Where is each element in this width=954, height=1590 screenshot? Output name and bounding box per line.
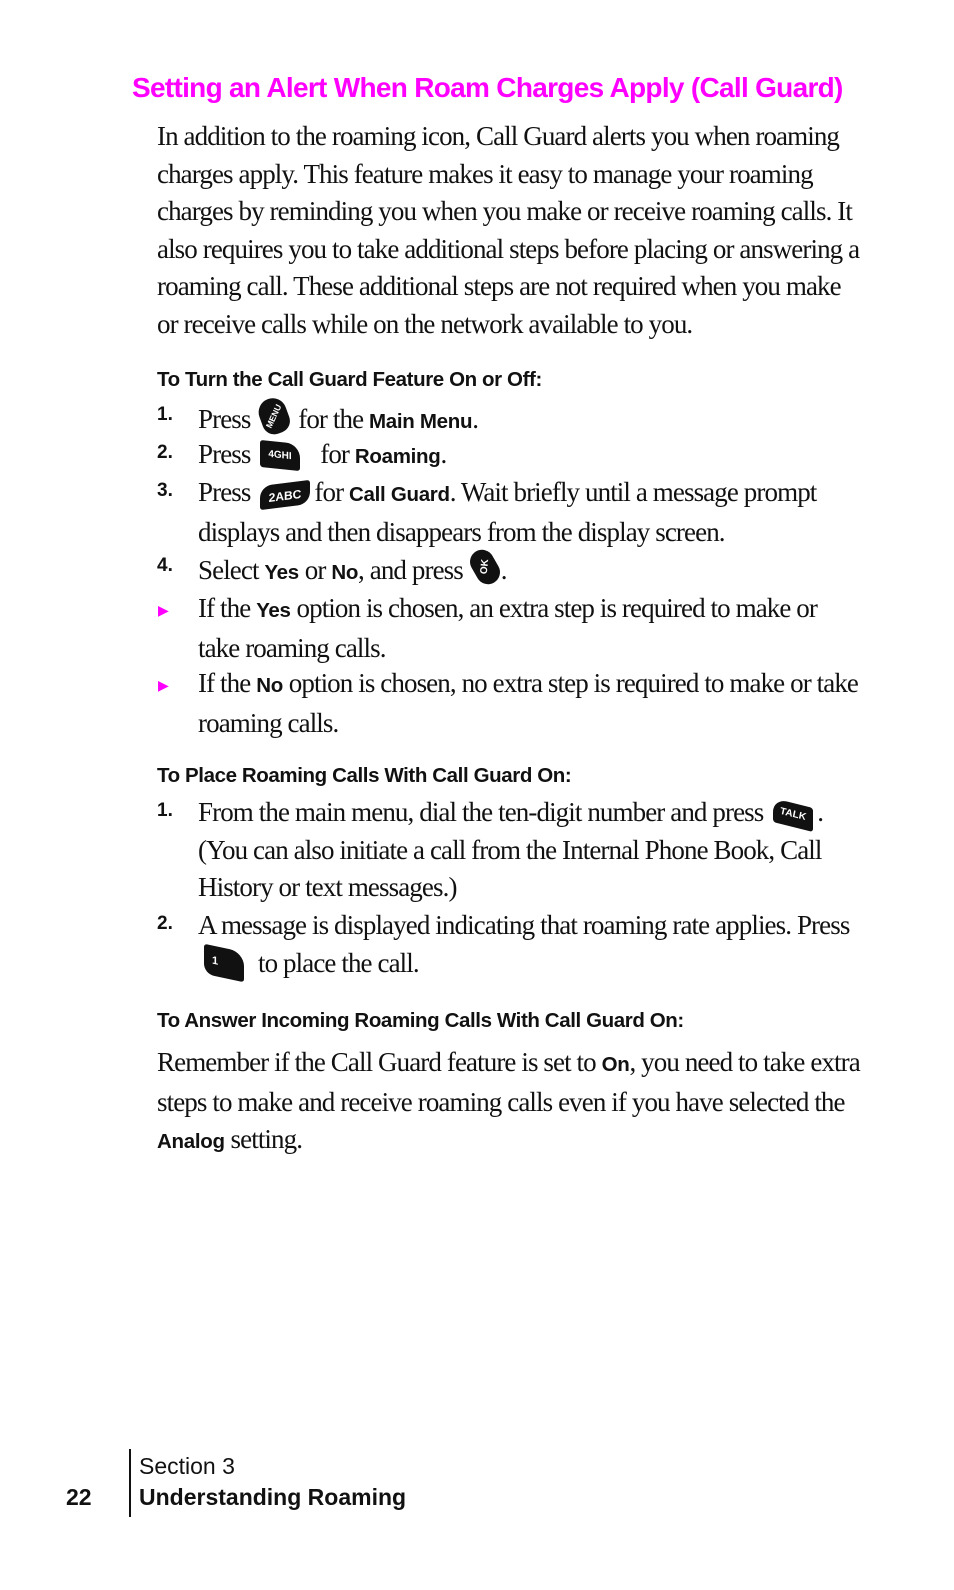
- key-2-icon: 2ABC: [260, 480, 310, 510]
- footer-chapter: Understanding Roaming: [139, 1484, 407, 1510]
- on-setting: On: [601, 1053, 630, 1076]
- bullet-text: option is chosen, no extra step is required to make or take roaming calls.: [198, 668, 859, 738]
- ok-key-icon: OK: [465, 545, 504, 588]
- call-guard-label: Call Guard: [349, 483, 450, 506]
- answer-calls-subheading: To Answer Incoming Roaming Calls With Call Guard On:: [157, 1009, 684, 1032]
- no-option: No: [256, 674, 283, 697]
- key-4-icon: 4GHI: [260, 440, 300, 471]
- footer-divider: [129, 1449, 131, 1517]
- step-text: . (You can also initiate a call from the Internal Phone Book, Call History or text messages.): [198, 797, 824, 903]
- footer-section: Section 3: [139, 1453, 235, 1479]
- step-text: Press: [198, 404, 251, 434]
- step-text: for the: [298, 404, 364, 434]
- place-calls-subheading: To Place Roaming Calls With Call Guard On:: [157, 764, 572, 787]
- step-number: 1.: [157, 800, 173, 821]
- yes-option: Yes: [264, 561, 299, 584]
- key-1-icon: 1: [204, 943, 244, 982]
- triangle-right-icon: ▶: [158, 604, 169, 619]
- no-bullet: ▶ If the No option is chosen, no extra step is required to make or take roaming calls.: [158, 668, 859, 738]
- turn-step-4: 4. Select Yes or No, and press OK .: [157, 549, 862, 592]
- step-text: A message is displayed indicating that roaming rate applies. Press: [198, 910, 850, 940]
- place-step-1: [157, 794, 862, 907]
- place-step-2: [157, 907, 862, 982]
- turn-step-1: 1. Press MENU for the Main Menu.: [157, 398, 862, 441]
- step-text: Press: [198, 439, 251, 469]
- step-text: Select: [198, 555, 259, 585]
- intro-paragraph: In addition to the roaming icon, Call Guard alerts you when roaming charges apply. This feature makes it easy to manage your roaming charges by reminding you when you make or receive roaming calls. It also requires you to take additional steps before placing or answering a roaming call. These additional steps are not required when you make or receive calls while on the network available to you.: [157, 121, 860, 339]
- step-number: 2.: [157, 442, 173, 463]
- talk-key-icon: TALK: [773, 798, 813, 832]
- roaming-label: Roaming: [354, 445, 441, 468]
- turn-step-2: 2. Press 4GHI for Roaming.: [157, 436, 862, 476]
- main-menu-label: Main Menu: [369, 410, 473, 433]
- menu-key-icon: MENU: [255, 394, 294, 437]
- section-heading: Setting an Alert When Roam Charges Apply (Call Guard): [132, 72, 843, 103]
- no-option: No: [331, 561, 359, 584]
- step-text: From the main menu, dial the ten-digit number and press: [198, 797, 764, 827]
- step-text: for: [320, 439, 350, 469]
- answer-paragraph: Remember if the Call Guard feature is set to On, you need to take extra steps to make and receive roaming calls even if you have selected the Analog setting.: [157, 1047, 860, 1155]
- step-text: . Wait briefly until a message prompt displays and then disappears from the display screen.: [198, 477, 817, 547]
- step-number: 1.: [157, 404, 173, 425]
- triangle-right-icon: ▶: [158, 679, 169, 694]
- yes-bullet: ▶ If the Yes option is chosen, an extra step is required to make or take roaming calls.: [158, 593, 817, 663]
- step-text: to place the call.: [258, 947, 419, 978]
- step-text: for: [314, 477, 344, 507]
- turn-step-3: [157, 474, 862, 551]
- page-number: 22: [66, 1484, 92, 1510]
- analog-setting: Analog: [157, 1130, 225, 1154]
- step-number: 4.: [157, 555, 173, 576]
- step-text: Press: [198, 477, 251, 507]
- bullet-text: option is chosen, an extra step is required to make or take roaming calls.: [198, 593, 817, 663]
- turn-on-off-subheading: To Turn the Call Guard Feature On or Off:: [157, 368, 542, 391]
- step-number: 3.: [157, 480, 173, 501]
- yes-option: Yes: [256, 599, 291, 622]
- step-number: 2.: [157, 913, 173, 934]
